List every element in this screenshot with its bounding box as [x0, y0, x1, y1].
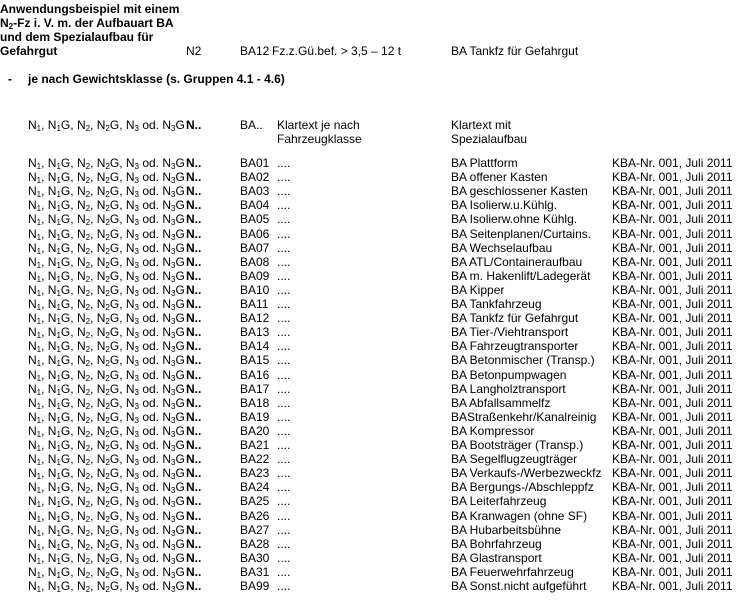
row-body-code: BA18	[240, 395, 270, 410]
row-class-placeholder: N..	[186, 536, 202, 551]
row-body-code: BA06	[240, 226, 270, 241]
row-class-placeholder: N..	[186, 198, 202, 213]
row-vehicle-classes: $N_1$, $N_1G$, $N_2$, $N_2G$, $N_3$ od. $N_3G$	[28, 184, 185, 200]
row-reference: KBA-Nr. 001, Juli 2011	[612, 466, 733, 481]
row-klartext: ....	[277, 254, 291, 269]
row-reference: KBA-Nr. 001, Juli 2011	[612, 240, 733, 255]
row-reference: KBA-Nr. 001, Juli 2011	[612, 212, 733, 227]
row-class-placeholder: N..	[186, 452, 202, 467]
row-class-placeholder: N..	[186, 508, 202, 523]
header-code-placeholder: BA..	[240, 118, 263, 132]
row-special-body: BA Kranwagen (ohne SF)	[451, 508, 588, 523]
row-klartext: ....	[277, 156, 291, 170]
table-row	[0, 255, 753, 269]
row-reference: KBA-Nr. 001, Juli 2011	[612, 395, 733, 410]
row-body-code: BA31	[240, 564, 270, 579]
example-title-line-4: Gefahrgut	[0, 44, 58, 58]
row-special-body: BA Kipper	[451, 282, 505, 297]
row-body-code: BA15	[240, 353, 270, 368]
table-row	[0, 227, 753, 241]
header-spezial-line-1: Klartext mit	[451, 118, 512, 132]
row-reference: KBA-Nr. 001, Juli 2011	[612, 522, 733, 537]
row-body-code: BA04	[240, 198, 270, 213]
example-title-rest: -Fz i. V. m. der Aufbauart BA	[13, 16, 174, 30]
row-body-code: BA05	[240, 212, 270, 227]
table-row	[0, 339, 753, 353]
table-row	[0, 353, 753, 367]
row-reference: KBA-Nr. 001, Juli 2011	[612, 198, 733, 213]
row-reference: KBA-Nr. 001, Juli 2011	[612, 480, 733, 495]
table-row	[0, 509, 753, 523]
row-special-body: BA Betonmischer (Transp.)	[451, 353, 595, 368]
header-klartext-line-2: Fahrzeugklasse	[277, 132, 362, 146]
row-reference: KBA-Nr. 001, Juli 2011	[612, 156, 733, 170]
table-row	[0, 424, 753, 438]
row-special-body: BA Isolierw.u.Kühlg.	[451, 198, 558, 213]
row-class-placeholder: N..	[186, 212, 202, 227]
row-reference: KBA-Nr. 001, Juli 2011	[612, 508, 733, 523]
note-text: je nach Gewichtsklasse (s. Gruppen 4.1 - 4.6)	[28, 72, 285, 86]
row-class-placeholder: N..	[186, 564, 202, 579]
row-special-body: BA Fahrzeugtransporter	[451, 339, 579, 354]
example-class-symbol: N	[0, 16, 9, 30]
row-body-code: BA25	[240, 494, 270, 509]
row-vehicle-classes: $N_1$, $N_1G$, $N_2$, $N_2G$, $N_3$ od. $N_3G$	[28, 522, 185, 538]
row-special-body: BA Tankfz für Gefahrgut	[451, 311, 579, 326]
table-row	[0, 551, 753, 565]
row-klartext: ....	[277, 184, 291, 199]
row-class-placeholder: N..	[186, 184, 202, 199]
row-body-code: BA09	[240, 268, 270, 283]
row-special-body: BA ATL/Containeraufbau	[451, 254, 583, 269]
row-class-placeholder: N..	[186, 297, 202, 311]
row-reference: KBA-Nr. 001, Juli 2011	[612, 353, 733, 368]
row-reference: KBA-Nr. 001, Juli 2011	[612, 297, 733, 311]
table-row	[0, 269, 753, 283]
row-vehicle-classes: $N_1$, $N_1G$, $N_2$, $N_2G$, $N_3$ od. $N_3G$	[28, 438, 185, 453]
example-title-line-1: Anwendungsbeispiel mit einem	[0, 2, 180, 16]
row-klartext: ....	[277, 170, 291, 185]
row-class-placeholder: N..	[186, 156, 202, 170]
row-class-placeholder: N..	[186, 550, 202, 565]
row-special-body: BA Sonst.nicht aufgeführt	[451, 579, 587, 593]
row-vehicle-classes: $N_1$, $N_1G$, $N_2$, $N_2G$, $N_3$ od. $N_3G$	[28, 325, 185, 341]
row-klartext: ....	[277, 395, 291, 410]
row-klartext: ....	[277, 297, 291, 311]
table-row	[0, 537, 753, 551]
example-title-line-2	[0, 16, 174, 30]
table-row	[0, 396, 753, 410]
row-vehicle-classes: $N_1$, $N_1G$, $N_2$, $N_2G$, $N_3$ od. $N_3G$	[28, 409, 185, 425]
row-class-placeholder: N..	[186, 522, 202, 537]
row-special-body: BA Tankfahrzeug	[451, 297, 542, 311]
row-special-body: BAStraßenkehr/Kanalreinig	[451, 409, 597, 424]
table-row	[0, 494, 753, 508]
row-class-placeholder: N..	[186, 367, 202, 382]
row-body-code: BA08	[240, 254, 270, 269]
row-class-placeholder: N..	[186, 282, 202, 297]
row-reference: KBA-Nr. 001, Juli 2011	[612, 409, 733, 424]
row-special-body: BA Isolierw.ohne Kühlg.	[451, 212, 578, 227]
row-reference: KBA-Nr. 001, Juli 2011	[612, 452, 733, 467]
row-body-code: BA22	[240, 452, 270, 467]
table-row	[0, 297, 753, 311]
row-class-placeholder: N..	[186, 226, 202, 241]
row-vehicle-classes: $N_1$, $N_1G$, $N_2$, $N_2G$, $N_3$ od. $N_3G$	[28, 564, 185, 580]
example-description: Fz.z.Gü.bef. > 3,5 – 12 t	[272, 44, 402, 58]
row-reference: KBA-Nr. 001, Juli 2011	[612, 282, 733, 297]
row-class-placeholder: N..	[186, 480, 202, 495]
table-row	[0, 241, 753, 255]
row-vehicle-classes: $N_1$, $N_1G$, $N_2$, $N_2G$, $N_3$ od. $N_3G$	[28, 198, 185, 214]
row-class-placeholder: N..	[186, 409, 202, 424]
row-vehicle-classes: $N_1$, $N_1G$, $N_2$, $N_2G$, $N_3$ od. $N_3G$	[28, 367, 185, 383]
row-klartext: ....	[277, 494, 291, 509]
row-special-body: BA Wechselaufbau	[451, 240, 553, 255]
row-special-body: BA Plattform	[451, 156, 518, 170]
row-body-code: BA07	[240, 240, 270, 255]
row-class-placeholder: N..	[186, 325, 202, 340]
row-body-code: BA27	[240, 522, 270, 537]
row-klartext: ....	[277, 536, 291, 551]
row-klartext: ....	[277, 240, 291, 255]
row-vehicle-classes: $N_1$, $N_1G$, $N_2$, $N_2G$, $N_3$ od. $N_3G$	[28, 212, 185, 228]
row-reference: KBA-Nr. 001, Juli 2011	[612, 423, 733, 438]
row-vehicle-classes: $N_1$, $N_1G$, $N_2$, $N_2G$, $N_3$ od. $N_3G$	[28, 240, 185, 256]
row-klartext: ....	[277, 268, 291, 283]
row-reference: KBA-Nr. 001, Juli 2011	[612, 536, 733, 551]
row-klartext: ....	[277, 198, 291, 213]
table-row	[0, 480, 753, 494]
row-reference: KBA-Nr. 001, Juli 2011	[612, 339, 733, 354]
row-body-code: BA19	[240, 409, 270, 424]
row-reference: KBA-Nr. 001, Juli 2011	[612, 170, 733, 185]
row-special-body: BA Bootsträger (Transp.)	[451, 438, 584, 452]
row-body-code: BA28	[240, 536, 270, 551]
table-row	[0, 311, 753, 325]
row-body-code: BA03	[240, 184, 270, 199]
row-klartext: ....	[277, 480, 291, 495]
row-special-body: BA Segelflugzeugträger	[451, 452, 578, 467]
row-class-placeholder: N..	[186, 170, 202, 185]
table-row	[0, 368, 753, 382]
row-body-code: BA26	[240, 508, 270, 523]
table-row	[0, 212, 753, 226]
row-class-placeholder: N..	[186, 494, 202, 509]
row-vehicle-classes: $N_1$, $N_1G$, $N_2$, $N_2G$, $N_3$ od. $N_3G$	[28, 156, 185, 171]
row-vehicle-classes: $N_1$, $N_1G$, $N_2$, $N_2G$, $N_3$ od. $N_3G$	[28, 536, 185, 552]
row-body-code: BA24	[240, 480, 270, 495]
row-reference: KBA-Nr. 001, Juli 2011	[612, 184, 733, 199]
row-special-body: BA Hubarbeitsbühne	[451, 522, 562, 537]
table-row	[0, 410, 753, 424]
row-body-code: BA01	[240, 156, 270, 170]
header-vehicle-classes: $N_1$, $N_1G$, $N_2$, $N_2G$, $N_3$ od. $N_3G$	[28, 118, 185, 133]
row-klartext: ....	[277, 466, 291, 481]
row-body-code: BA30	[240, 550, 270, 565]
table-row	[0, 466, 753, 480]
header-klartext-line-1: Klartext je nach	[277, 118, 360, 132]
row-body-code: BA13	[240, 325, 270, 340]
row-special-body: BA Kompressor	[451, 423, 535, 438]
row-vehicle-classes: $N_1$, $N_1G$, $N_2$, $N_2G$, $N_3$ od. $N_3G$	[28, 395, 185, 411]
table-row	[0, 438, 753, 452]
row-body-code: BA17	[240, 381, 270, 396]
row-klartext: ....	[277, 282, 291, 297]
row-class-placeholder: N..	[186, 339, 202, 354]
row-body-code: BA02	[240, 170, 270, 185]
row-vehicle-classes: $N_1$, $N_1G$, $N_2$, $N_2G$, $N_3$ od. $N_3G$	[28, 579, 185, 594]
row-body-code: BA11	[240, 297, 269, 311]
table-row	[0, 382, 753, 396]
row-vehicle-classes: $N_1$, $N_1G$, $N_2$, $N_2G$, $N_3$ od. $N_3G$	[28, 297, 185, 312]
row-klartext: ....	[277, 367, 291, 382]
table-row	[0, 198, 753, 212]
example-class-subscript: 2	[8, 22, 14, 31]
row-class-placeholder: N..	[186, 353, 202, 368]
row-special-body: BA Bohrfahrzeug	[451, 536, 542, 551]
row-vehicle-classes: $N_1$, $N_1G$, $N_2$, $N_2G$, $N_3$ od. $N_3G$	[28, 226, 185, 242]
row-vehicle-classes: $N_1$, $N_1G$, $N_2$, $N_2G$, $N_3$ od. $N_3G$	[28, 339, 185, 355]
row-klartext: ....	[277, 226, 291, 241]
row-reference: KBA-Nr. 001, Juli 2011	[612, 438, 733, 452]
row-reference: KBA-Nr. 001, Juli 2011	[612, 254, 733, 269]
row-reference: KBA-Nr. 001, Juli 2011	[612, 550, 733, 565]
row-klartext: ....	[277, 353, 291, 368]
row-special-body: BA offener Kasten	[451, 170, 548, 185]
row-klartext: ....	[277, 423, 291, 438]
row-vehicle-classes: $N_1$, $N_1G$, $N_2$, $N_2G$, $N_3$ od. $N_3G$	[28, 480, 185, 496]
row-klartext: ....	[277, 522, 291, 537]
row-special-body: BA Seitenplanen/Curtains.	[451, 226, 592, 241]
row-special-body: BA Bergungs-/Abschleppfz	[451, 480, 594, 495]
row-vehicle-classes: $N_1$, $N_1G$, $N_2$, $N_2G$, $N_3$ od. $N_3G$	[28, 381, 185, 397]
row-klartext: ....	[277, 550, 291, 565]
table-row	[0, 170, 753, 184]
row-special-body: BA Betonpumpwagen	[451, 367, 567, 382]
example-title-line-3: und dem Spezialaufbau für	[0, 30, 154, 44]
row-vehicle-classes: $N_1$, $N_1G$, $N_2$, $N_2G$, $N_3$ od. $N_3G$	[28, 353, 185, 369]
row-body-code: BA23	[240, 466, 270, 481]
row-vehicle-classes: $N_1$, $N_1G$, $N_2$, $N_2G$, $N_3$ od. $N_3G$	[28, 550, 185, 566]
row-special-body: BA Leiterfahrzeug	[451, 494, 547, 509]
row-klartext: ....	[277, 452, 291, 467]
row-vehicle-classes: $N_1$, $N_1G$, $N_2$, $N_2G$, $N_3$ od. $N_3G$	[28, 452, 185, 468]
row-reference: KBA-Nr. 001, Juli 2011	[612, 268, 733, 283]
row-class-placeholder: N..	[186, 311, 202, 326]
table-row	[0, 452, 753, 466]
row-class-placeholder: N..	[186, 254, 202, 269]
row-body-code: BA20	[240, 423, 270, 438]
row-class-placeholder: N..	[186, 438, 202, 452]
row-reference: KBA-Nr. 001, Juli 2011	[612, 325, 733, 340]
row-vehicle-classes: $N_1$, $N_1G$, $N_2$, $N_2G$, $N_3$ od. $N_3G$	[28, 282, 185, 298]
table-row	[0, 156, 753, 170]
row-reference: KBA-Nr. 001, Juli 2011	[612, 367, 733, 382]
row-special-body: BA geschlossener Kasten	[451, 184, 588, 199]
row-body-code: BA12	[240, 311, 270, 326]
row-klartext: ....	[277, 212, 291, 227]
row-special-body: BA Glastransport	[451, 550, 542, 565]
example-special-body: BA Tankfz für Gefahrgut	[451, 44, 579, 58]
row-special-body: BA Langholztransport	[451, 381, 566, 396]
row-class-placeholder: N..	[186, 395, 202, 410]
header-class-placeholder: N..	[186, 118, 202, 132]
row-klartext: ....	[277, 564, 291, 579]
table-row	[0, 325, 753, 339]
row-vehicle-classes: $N_1$, $N_1G$, $N_2$, $N_2G$, $N_3$ od. $N_3G$	[28, 508, 185, 524]
row-vehicle-classes: $N_1$, $N_1G$, $N_2$, $N_2G$, $N_3$ od. $N_3G$	[28, 423, 185, 439]
row-vehicle-classes: $N_1$, $N_1G$, $N_2$, $N_2G$, $N_3$ od. $N_3G$	[28, 311, 185, 327]
table-row	[0, 523, 753, 537]
row-body-code: BA21	[240, 438, 270, 452]
row-class-placeholder: N..	[186, 240, 202, 255]
row-reference: KBA-Nr. 001, Juli 2011	[612, 494, 733, 509]
row-klartext: ....	[277, 311, 291, 326]
row-class-placeholder: N..	[186, 268, 202, 283]
row-special-body: BA Verkaufs-/Werbezweckfz	[451, 466, 602, 481]
note-bullet: -	[8, 72, 12, 86]
row-reference: KBA-Nr. 001, Juli 2011	[612, 381, 733, 396]
row-class-placeholder: N..	[186, 466, 202, 481]
row-body-code: BA14	[240, 339, 270, 354]
row-special-body: BA Abfallsammelfz	[451, 395, 551, 410]
row-vehicle-classes: $N_1$, $N_1G$, $N_2$, $N_2G$, $N_3$ od. $N_3G$	[28, 268, 185, 284]
row-klartext: ....	[277, 579, 291, 593]
row-klartext: ....	[277, 409, 291, 424]
row-reference: KBA-Nr. 001, Juli 2011	[612, 226, 733, 241]
row-klartext: ....	[277, 438, 291, 452]
row-klartext: ....	[277, 381, 291, 396]
row-vehicle-classes: $N_1$, $N_1G$, $N_2$, $N_2G$, $N_3$ od. $N_3G$	[28, 494, 185, 510]
row-vehicle-classes: $N_1$, $N_1G$, $N_2$, $N_2G$, $N_3$ od. $N_3G$	[28, 254, 185, 270]
table-row	[0, 283, 753, 297]
row-special-body: BA Tier-/Viehtransport	[451, 325, 569, 340]
row-body-code: BA16	[240, 367, 270, 382]
row-reference: KBA-Nr. 001, Juli 2011	[612, 311, 733, 326]
row-klartext: ....	[277, 325, 291, 340]
row-klartext: ....	[277, 508, 291, 523]
table-row	[0, 579, 753, 593]
row-vehicle-classes: $N_1$, $N_1G$, $N_2$, $N_2G$, $N_3$ od. $N_3G$	[28, 170, 185, 186]
row-klartext: ....	[277, 339, 291, 354]
row-class-placeholder: N..	[186, 579, 202, 593]
row-special-body: BA Feuerwehrfahrzeug	[451, 564, 574, 579]
example-body-code: BA12	[240, 44, 270, 58]
row-vehicle-classes: $N_1$, $N_1G$, $N_2$, $N_2G$, $N_3$ od. $N_3G$	[28, 466, 185, 482]
header-spezial-line-2: Spezialaufbau	[451, 132, 528, 146]
row-special-body: BA m. Hakenlift/Ladegerät	[451, 268, 591, 283]
row-body-code: BA99	[240, 579, 270, 593]
row-reference: KBA-Nr. 001, Juli 2011	[612, 564, 733, 579]
row-reference: KBA-Nr. 001, Juli 2011	[612, 579, 733, 593]
row-class-placeholder: N..	[186, 423, 202, 438]
table-row	[0, 184, 753, 198]
row-class-placeholder: N..	[186, 381, 202, 396]
row-body-code: BA10	[240, 282, 270, 297]
example-vehicle-class: N2	[186, 44, 202, 58]
table-row	[0, 565, 753, 579]
